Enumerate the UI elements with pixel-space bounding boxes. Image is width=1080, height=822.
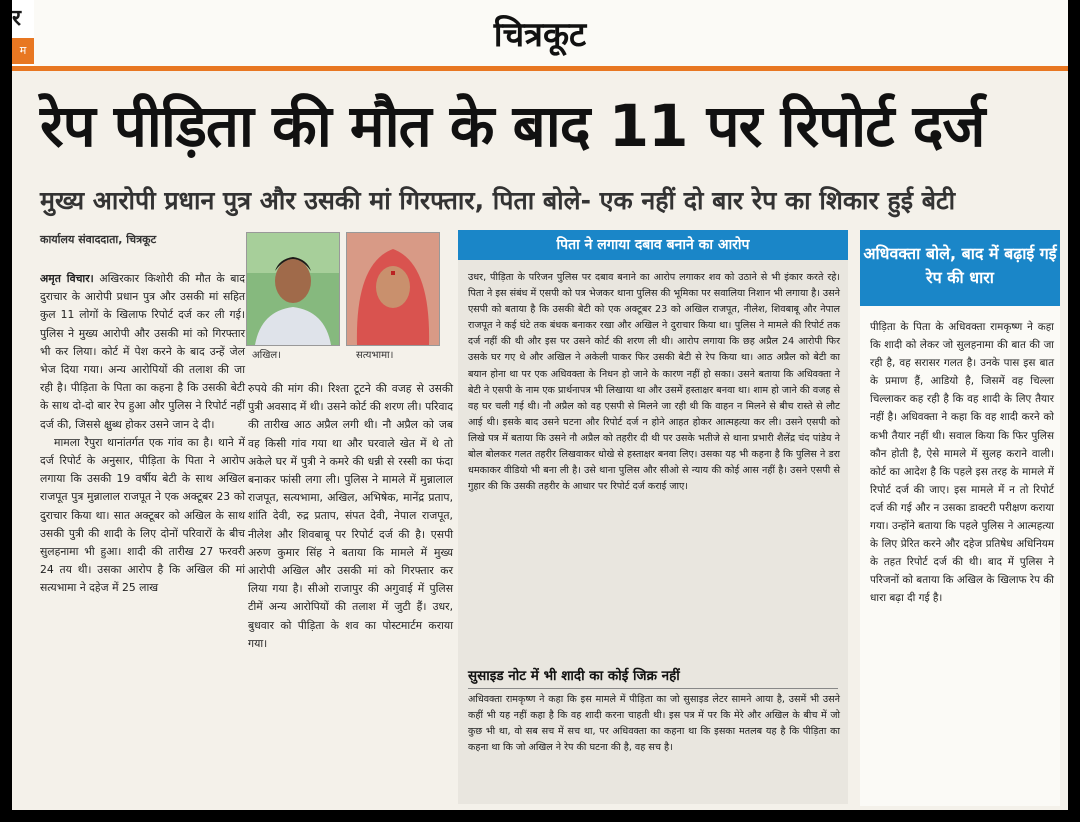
- dateline: अमृत विचार।: [40, 272, 94, 285]
- headline: रेप पीड़िता की मौत के बाद 11 पर रिपोर्ट दर्ज: [40, 92, 985, 160]
- sidebar-center-text: उधर, पीड़िता के परिजन पुलिस पर दबाव बनाने का आरोप लगाकर शव को उठाने से भी इंकार करते रहे। पिता ने इस संबंध में एसपी को पत्र भेजकर थाना पुलिस की भूमिका पर सवालिया निशान भी लगाया है। उसने एसपी को बताया है कि उसकी बेटी को एक अक्टूबर 23 को अखिल राजपूत, नीलेश, शिवबाबू और नेपाल राजपूत ने कई घंटे तक बंधक बनाकर रखा और अखिल ने दुराचार किया था। पुलिस ने मामले की रिपोर्ट तक दर्ज नहीं की थी और इस पर उसने कोर्ट की शरण ली थी। आरोप लगाया कि छह अप्रैल 24 आरोपी फिर उसके घर गए थे और अखिल ने अकेली पाकर फिर उसकी बेटी से रेप किया था। आठ अप्रैल को बेटी का बयान होना था पर एक अधिवक्ता के निधन हो जाने के कारण नहीं हो सका। उसने बताया कि अधिवक्ता ने बेटी ने एसपी के नाम एक प्रार्थनापत्र भी लिखाया था और उसमें हस्ताक्षर बनवा था। शाम हो जाने की वजह से वह घर चली गई थी। नौ अप्रैल को वह एसपी से मिलने जा रही थी कि वाहन न मिलने से बीच रास्ते से लौट आई थी। इसके बाद उसने घटना और रिपोर्ट दर्ज न होने आहत होकर आत्महत्या कर ली। उसने एसपी को लिखे पत्र में बताया कि उसने नौ अप्रैल को तहरीर दी थी पर उसके भतीजे से थाना प्रभारी शैलेंद्र चंद पांडेय ने बोल बोलकर गलत तहरीर लिखवाकर धोखे से हस्ताक्षर बनवा लिए। उसका यह भी कहना है कि पुलिस ने डरा धमकाकर वीडियो भी बना ली है। उसे थाना पुलिस और सीओ से न्याय की कोई आस नहीं है। उसने एसपी से गुहार की कि उसकी तहरीर के आधार पर रिपोर्ट दर्ज कराई जाए।: [468, 272, 840, 493]
- story-paragraph-1: अखिरकार किशोरी की मौत के बाद दुराचार के आरोपी प्रधान पुत्र और उसकी मां सहित कुल 11 लोगों के खिलाफ रिपोर्ट दर्ज कर ली गई। पुलिस ने मुख्य आरोपी और उसकी मां को गिरफ्तार भी कर लिया। कोर्ट में पेश करने के बाद उन्हें जेल भेज दिया गया। अन्य आरोपियों की तलाश की जा रही है। पीड़िता के पिता का कहना है कि उसकी बेटी के साथ दो-दो बार रेप हुआ और पुलिस ने रिपोर्ट नहीं दर्ज की, जिससे क्षुब्ध होकर उसने जान दे दी।: [40, 272, 245, 431]
- main-story-column-1: [40, 270, 245, 598]
- photo-caption-1: अखिल।: [252, 350, 281, 361]
- sidebar-center-subheading: सुसाइड नोट में भी शादी का कोई जिक्र नहीं: [468, 668, 680, 684]
- adjacent-page-tab: म: [12, 38, 34, 64]
- story-paragraph-3: रुपये की मांग की। रिश्ता टूटने की वजह से उसकी पुत्री अवसाद में थी। उसने कोर्ट की शरण ली। परिवाद की तारीख आठ अप्रैल लगी थी। नौ अप्रैल को जब वह किसी गांव गया था और घरवाले खेत में थे तो अकेले घर में पुत्री ने कमरे की धन्नी से रस्सी का फंदा बनाकर फांसी लगा ली। पुलिस ने मामले में मुन्नालाल राजपूत, सत्यभामा, अखिल, अभिषेक, मानेंद्र प्रताप, शांति देवी, रुद्र प्रताप, संपत देवी, नेपाल राजपूत, नीलेश और शिवबाबू पर रिपोर्ट दर्ज की है। एसपी अरुण कुमार सिंह ने बताया कि मामले में मुख्य आरोपी अखिल और उसकी मां को गिरफ्तार कर लिया गया है। सीओ राजापुर की अगुवाई में पुलिस टीमें अन्य आरोपियों की तलाश में जुटी हैं। उधर, बुधवार को पीड़िता के शव का पोस्टमार्टम कराया गया।: [248, 382, 453, 650]
- newspaper-page: [12, 0, 1068, 810]
- story-paragraph-2: मामला रैपुरा थानांतर्गत एक गांव का है। थाने में दर्ज रिपोर्ट के अनुसार, पीड़िता के पिता ने आरोप लगाया कि उसकी 19 वर्षीय बेटी के साथ अखिल राजपूत पुत्र मुन्नालाल राजपूत ने एक अक्टूबर 23 को दुराचार किया था। सात अक्टूबर को अखिल के साथ उसकी पुत्री की शादी के लिए दोनों परिवारों के बीच सुलहनामा भी हुआ। शादी की तारीख 27 फरवरी 24 तय थी। उसका आरोप है कि अखिल की मां सत्यभामा ने दहेज में 25 लाख: [40, 435, 245, 595]
- photo-accused-mother: [346, 232, 440, 346]
- photo-accused-son: [246, 232, 340, 346]
- sidebar-right-text: पीड़िता के पिता के अधिवक्ता रामकृष्ण ने कहा कि शादी को लेकर जो सुलहनामा की बात की जा रही है, वह सरासर गलत है। उनके पास इस बात के प्रमाण हैं, आडियो है, जिसमें वह चिल्ला चिल्लाकर कह रही है कि वह शादी के लिए तैयार नहीं है। अधिवक्ता ने कहा कि वह शादी करने को कभी तैयार नहीं थी। सवाल किया कि फिर पुलिस कौन होती है, ऐसे मामले में सुलह कराने वाली। कोर्ट का आदेश है कि पहले इस तरह के मामले में रिपोर्ट दर्ज की जाए। इस मामले में न तो रिपोर्ट दर्ज की गई और न उसका डाक्टरी परीक्षण कराया गया। उन्होंने बताया कि पहले पुलिस ने आत्महत्या के लिए प्रेरित करने और दहेज प्रतिषेध अधिनियम के तहत रिपोर्ट दर्ज की थी। बाद में पुलिस ने परिजनों को बताया कि अखिल के खिलाफ रेप की धारा बढ़ा दी गई है।: [870, 321, 1054, 605]
- photo-caption-2: सत्यभामा।: [356, 350, 394, 361]
- subheading-rule: [468, 688, 838, 689]
- masthead-rule: [12, 66, 1068, 71]
- subheadline: मुख्य आरोपी प्रधान पुत्र और उसकी मां गिरफ्तार, पिता बोले- एक नहीं दो बार रेप का शिकार हुई बेटी: [40, 186, 956, 215]
- sidebar-center-subtext: अधिवक्ता रामकृष्ण ने कहा कि इस मामले में पीड़िता का जो सुसाइड लेटर सामने आया है, उसमें भी उसने कहीं भी यह नहीं कहा है कि वह शादी करना चाहती थी। इस पत्र में पर कि मेरे और अखिल के बीच में जो कुछ भी था, वो सब सच में सच था, पर अधिवक्ता का कहना था कि इसका मतलब यह है कि पीड़िता का कहना था कि जो अखिल ने रेप की घटना की है, वह सच है।: [468, 694, 840, 754]
- byline: कार्यालय संवाददाता, चित्रकूट: [40, 233, 157, 246]
- sidebar-center-heading: पिता ने लगाया दबाव बनाने का आरोप: [458, 230, 848, 260]
- masthead: [12, 0, 1068, 68]
- main-story-column-2: [248, 380, 453, 653]
- adjacent-page-letter: र: [12, 6, 21, 31]
- sidebar-right-heading: अधिवक्ता बोले, बाद में बढ़ाई गई रेप की धारा: [860, 230, 1060, 306]
- section-name: चित्रकूट: [493, 15, 587, 55]
